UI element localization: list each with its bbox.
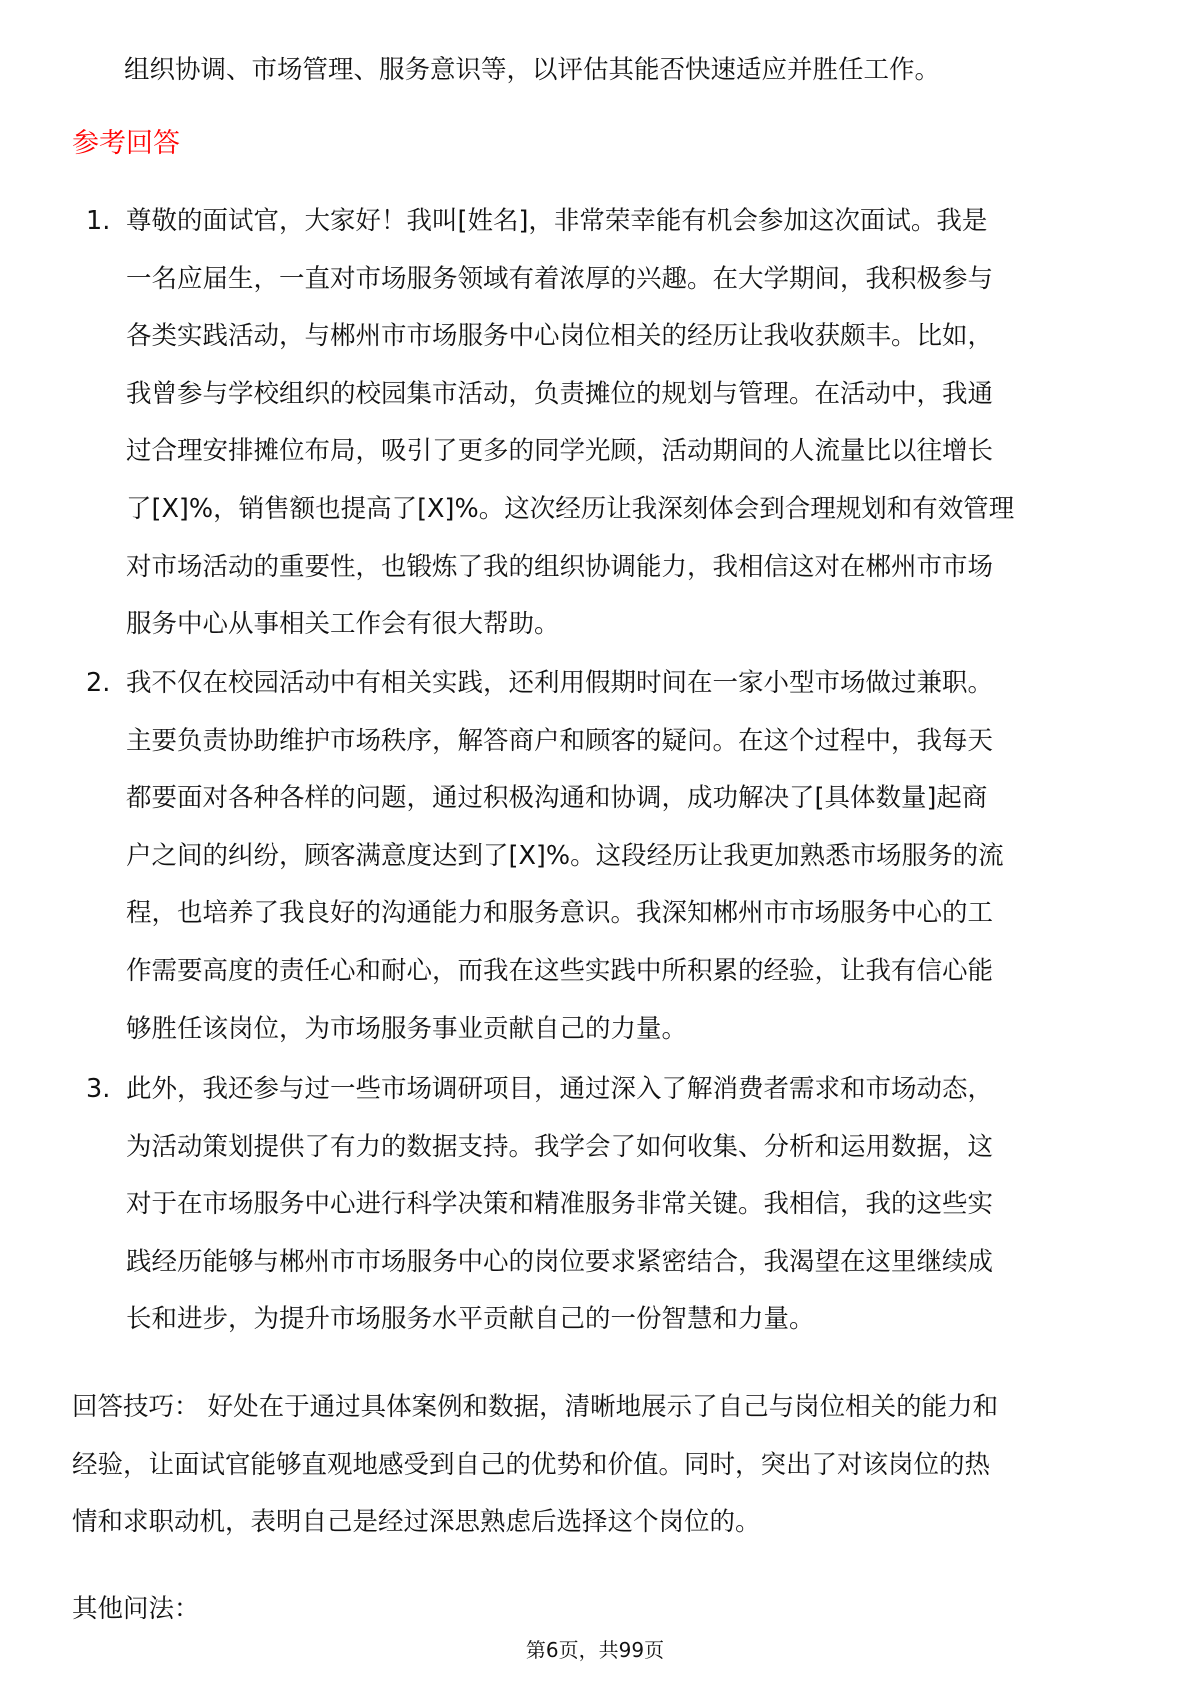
answer-line: 此外，我还参与过一些市场调研项目，通过深入了解消费者需求和市场动态， xyxy=(126,1074,994,1104)
answer-line: 为活动策划提供了有力的数据支持。我学会了如何收集、分析和运用数据，这 xyxy=(126,1131,994,1162)
tips-line: 情和求职动机，表明自己是经过深思熟虑后选择这个岗位的。 xyxy=(72,1507,761,1538)
tips-line: 回答技巧： 好处在于通过具体案例和数据，清晰地展示了自己与岗位相关的能力和 xyxy=(72,1392,999,1422)
answer-line: 我曾参与学校组织的校园集市活动，负责摊位的规划与管理。在活动中，我通 xyxy=(126,378,994,409)
answer-line: 我不仅在校园活动中有相关实践，还利用假期时间在一家小型市场做过兼职。 xyxy=(126,668,994,698)
section-heading: 参考回答 xyxy=(72,128,180,159)
answer-line: 程，也培养了我良好的沟通能力和服务意识。我深知郴州市市场服务中心的工 xyxy=(126,898,994,929)
answer-line: 户之间的纠纷，顾客满意度达到了[X]%。这段经历让我更加熟悉市场服务的流 xyxy=(126,840,1004,871)
answer-line: 都要面对各种各样的问题，通过积极沟通和协调，成功解决了[具体数量]起商 xyxy=(126,783,988,814)
other-questions-label: 其他问法： xyxy=(72,1594,200,1624)
answer-line: 长和进步，为提升市场服务水平贡献自己的一份智慧和力量。 xyxy=(126,1304,815,1335)
list-number: 2. xyxy=(86,668,111,698)
intro-line: 组织协调、市场管理、服务意识等，以评估其能否快速适应并胜任工作。 xyxy=(124,55,941,85)
answer-line: 尊敬的面试官，大家好！我叫[姓名]，非常荣幸能有机会参加这次面试。我是 xyxy=(126,206,988,236)
list-number: 1. xyxy=(86,206,111,236)
list-number: 3. xyxy=(86,1074,111,1104)
answer-line: 过合理安排摊位布局，吸引了更多的同学光顾，活动期间的人流量比以往增长 xyxy=(126,436,994,467)
answer-line: 服务中心从事相关工作会有很大帮助。 xyxy=(126,609,560,640)
answer-line: 一名应届生，一直对市场服务领域有着浓厚的兴趣。在大学期间，我积极参与 xyxy=(126,263,994,294)
answer-line: 对市场活动的重要性，也锻炼了我的组织协调能力，我相信这对在郴州市市场 xyxy=(126,551,994,582)
answer-line: 各类实践活动，与郴州市市场服务中心岗位相关的经历让我收获颇丰。比如， xyxy=(126,321,994,352)
tips-line: 经验，让面试官能够直观地感受到自己的优势和价值。同时，突出了对该岗位的热 xyxy=(72,1449,991,1480)
answer-line: 够胜任该岗位，为市场服务事业贡献自己的力量。 xyxy=(126,1013,688,1044)
answer-line: 对于在市场服务中心进行科学决策和精准服务非常关键。我相信，我的这些实 xyxy=(126,1189,994,1220)
answer-line: 践经历能够与郴州市市场服务中心的岗位要求紧密结合，我渴望在这里继续成 xyxy=(126,1246,994,1277)
answer-line: 主要负责协助维护市场秩序，解答商户和顾客的疑问。在这个过程中，我每天 xyxy=(126,725,994,756)
answer-line: 了[X]%，销售额也提高了[X]%。这次经历让我深刻体会到合理规划和有效管理 xyxy=(126,494,1015,524)
page-footer: 第6页，共99页 xyxy=(525,1638,665,1662)
answer-line: 作需要高度的责任心和耐心，而我在这些实践中所积累的经验，让我有信心能 xyxy=(126,956,994,986)
